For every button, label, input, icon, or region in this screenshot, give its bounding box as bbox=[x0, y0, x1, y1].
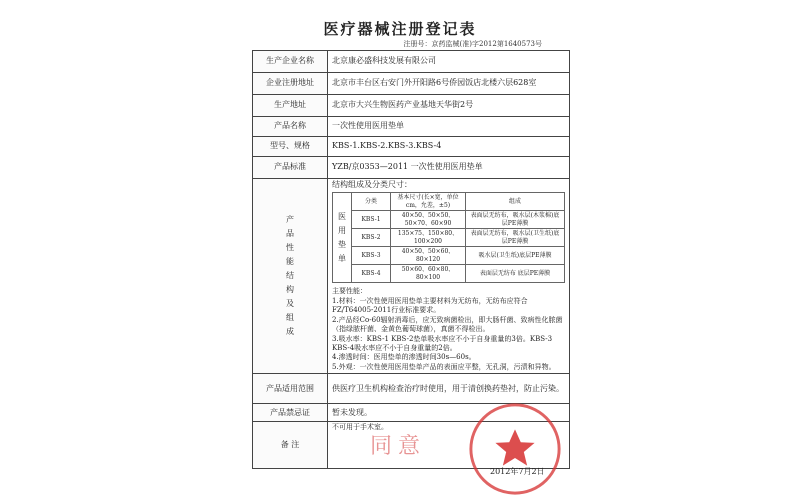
approval-mark: 同意 bbox=[370, 434, 427, 460]
row-company-name bbox=[253, 51, 570, 73]
official-seal bbox=[466, 400, 564, 498]
cell-composition: 表面层无纺布 底层PE薄膜 bbox=[466, 265, 565, 283]
cell-type: KBS-1 bbox=[352, 211, 391, 229]
label-production-address: 生产地址 bbox=[253, 95, 328, 117]
cell-size: 40×50、50×60、80×120 bbox=[391, 247, 466, 265]
row-model bbox=[253, 137, 570, 157]
value-scope: 供医疗卫生机构检查治疗时使用，用于清创换药垫衬，防止污染。 bbox=[328, 374, 570, 404]
header-type: 分类 bbox=[352, 193, 391, 211]
cell-size: 50×60、60×80、80×100 bbox=[391, 265, 466, 283]
performance-item: 4.渗透时间：医用垫单的渗透时间30s—60s。 bbox=[332, 353, 476, 362]
value-product-name: 一次性使用医用垫单 bbox=[328, 117, 570, 137]
cell-composition: 表面层无纺布，吸水层(木浆棉)底层PE薄膜 bbox=[466, 211, 565, 229]
page-title: 医疗器械注册登记表 bbox=[323, 20, 477, 38]
label-product-name: 产品名称 bbox=[253, 117, 328, 137]
value-production-address: 北京市大兴生物医药产业基地天华街2号 bbox=[328, 95, 570, 117]
cell-composition: 表面层无纺布，吸水层(卫生纸)底层PE薄膜 bbox=[466, 229, 565, 247]
performance-item: 1.材料：一次性使用医用垫单主要材料为无纺布，无纺布应符合FZ/T64005-2011行业标准要求。 bbox=[332, 296, 528, 315]
header-size: 基本尺寸(长×宽，单位cm，允差，±5) bbox=[391, 193, 466, 211]
table-row bbox=[333, 229, 565, 247]
remarks-note: 不可用于手术室。 bbox=[332, 423, 388, 432]
seal-star-icon bbox=[495, 429, 534, 465]
label-company-name: 生产企业名称 bbox=[253, 51, 328, 73]
structure-table-header bbox=[333, 193, 565, 211]
value-company-address: 北京市丰台区右安门外开阳路6号侨园饭店北楼六层628室 bbox=[328, 73, 570, 95]
cell-size: 135×75、150×80、100×200 bbox=[391, 229, 466, 247]
row-company-address bbox=[253, 73, 570, 95]
row-structure bbox=[253, 179, 570, 374]
performance-item: 3.吸水率：KBS-1 KBS-2垫单吸水率应不小于自身重量的3倍。KBS-3 KBS-4吸水率应不小于自身重量的2倍。 bbox=[332, 334, 553, 353]
label-remarks: 备 注 bbox=[253, 422, 328, 469]
structure-side-label bbox=[333, 193, 352, 283]
table-row bbox=[333, 265, 565, 283]
performance-item: 2.产品经Co-60辐射消毒后，应无致病菌检出，即大肠杆菌、致病性化脓菌（指绿脓杆菌、金黄色葡萄球菌），真菌不得检出。 bbox=[332, 315, 563, 334]
performance-heading: 主要性能： bbox=[332, 287, 367, 296]
structure-table bbox=[332, 192, 565, 283]
cell-type: KBS-3 bbox=[352, 247, 391, 265]
performance-item: 5.外观：一次性使用医用垫单产品的表面应平整，无孔洞，污渍和异物。 bbox=[332, 362, 556, 371]
cell-size: 40×50、50×50、50×70、60×90 bbox=[391, 211, 466, 229]
value-standard: YZB/京0353—2011 一次性使用医用垫单 bbox=[328, 157, 570, 179]
cell-composition: 吸水层(卫生纸)底层PE薄膜 bbox=[466, 247, 565, 265]
label-standard: 产品标准 bbox=[253, 157, 328, 179]
label-structure bbox=[253, 179, 328, 374]
performance-block bbox=[332, 287, 565, 372]
label-scope: 产品适用范围 bbox=[253, 374, 328, 404]
label-model: 型号、规格 bbox=[253, 137, 328, 157]
cell-type: KBS-4 bbox=[352, 265, 391, 283]
row-production-address bbox=[253, 95, 570, 117]
stamp-date: 2012年7月2日 bbox=[490, 467, 545, 476]
structure-side-text: 医用垫单 bbox=[338, 211, 346, 263]
cell-type: KBS-2 bbox=[352, 229, 391, 247]
value-model: KBS-1.KBS-2.KBS-3.KBS-4 bbox=[328, 137, 570, 157]
header-composition: 组成 bbox=[466, 193, 565, 211]
value-company-name: 北京康必盛科技发展有限公司 bbox=[328, 51, 570, 73]
row-standard bbox=[253, 157, 570, 179]
structure-label-text: 产品性能结构及组成 bbox=[286, 215, 294, 337]
value-prohibited: 暂未发现。 bbox=[328, 404, 570, 422]
table-row bbox=[333, 247, 565, 265]
row-product-name bbox=[253, 117, 570, 137]
label-prohibited: 产品禁忌证 bbox=[253, 404, 328, 422]
registration-number: 注册号：京药监械(准)字2012第1640573号 bbox=[403, 40, 542, 48]
label-company-address: 企业注册地址 bbox=[253, 73, 328, 95]
structure-heading: 结构组成及分类尺寸： bbox=[332, 180, 412, 189]
value-structure bbox=[328, 179, 570, 374]
table-row bbox=[333, 211, 565, 229]
